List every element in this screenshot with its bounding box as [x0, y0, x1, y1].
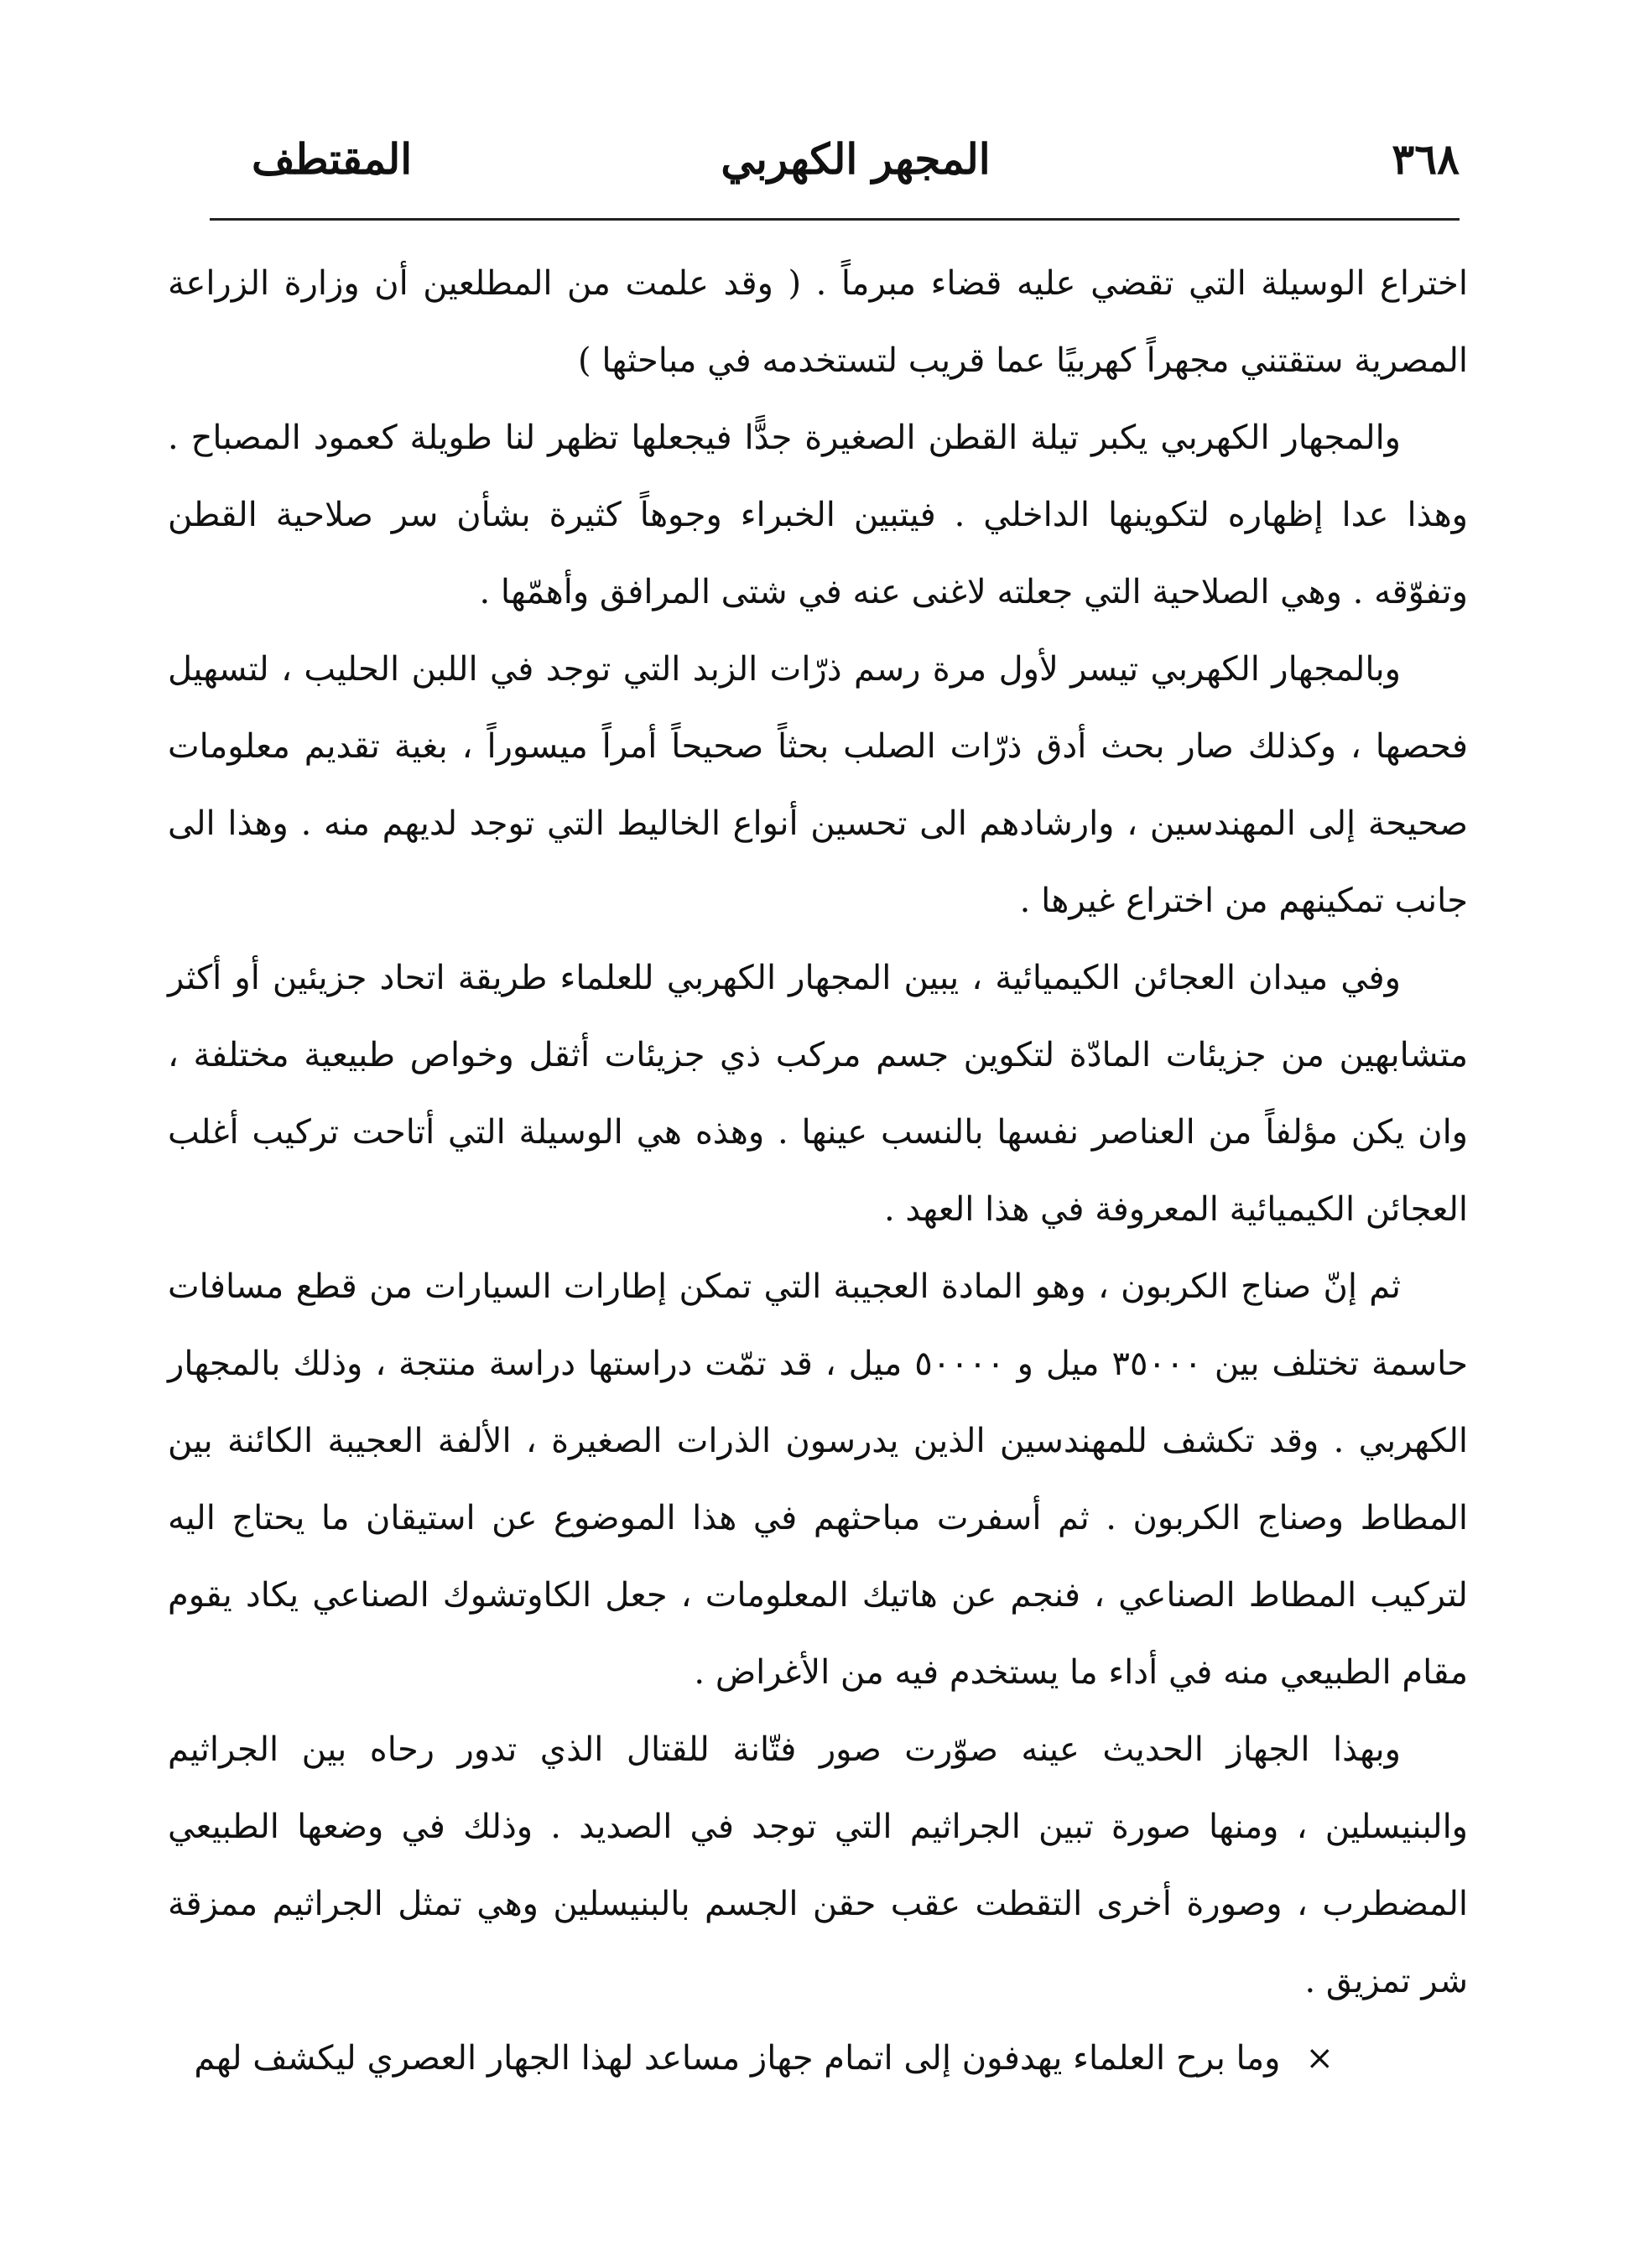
running-title: المجهر الكهربي — [721, 134, 991, 184]
article-body — [168, 245, 1468, 2097]
header-rule — [210, 218, 1460, 221]
paragraph-6: وبهذا الجهاز الحديث عينه صوّرت صور فتّانة للقتال الذي تدور رحاه بين الجراثيم والبنيسلين ، ومنها صورة تبين الجراثيم التي توجد في الصديد . وذلك في وضعها الطبيعي المضطرب ، وصورة أخرى التقطت عقب حقن الجسم بالبنيسلين وهي تمثل الجراثيم ممزقة شر تمزيق . — [168, 1730, 1468, 2000]
paragraph-5: ثم إنّ صناج الكربون ، وهو المادة العجيبة التي تمكن إطارات السيارات من قطع مسافات حاسمة تختلف بين ٣٥٠٠٠ ميل و ٥٠٠٠٠ ميل ، قد تمّت دراستها دراسة منتجة ، وذلك بالمجهار الكهربي . وقد تكشف للمهندسين الذين يدرسون الذرات الصغيرة ، الألفة العجيبة الكائنة بين المطاط وصناج الكربون . ثم أسفرت مباحثهم في هذا الموضوع عن استيقان ما يحتاج اليه لتركيب المطاط الصناعي ، فنجم عن هاتيك المعلومات ، جعل الكاوتشوك الصناعي يكاد يقوم مقام الطبيعي منه في أداء ما يستخدم فيه من الأغراض . — [168, 1267, 1469, 1692]
final-line-text: وما برح العلماء يهدفون إلى اتمام جهاز مساعد لهذا الجهار العصري ليكشف لهم — [194, 2039, 1281, 2078]
paragraph-3: وبالمجهار الكهربي تيسر لأول مرة رسم ذرّات الزبد التي توجد في اللبن الحليب ، لتسهيل فحصها ، وكذلك صار بحث أدق ذرّات الصلب بحثاً صحيحاً أمراً ميسوراً ، بغية تقديم معلومات صحيحة إلى المهندسين ، وارشادهم الى تحسين أنواع الخاليط التي توجد لديهم منه . وهذا الى جانب تمكينهم من اختراع غيرها . — [168, 650, 1468, 920]
paragraph-4: وفي ميدان العجائن الكيميائية ، يبين المجهار الكهربي للعلماء طريقة اتحاد جزيئين أو أكثر متشابهين من جزيئات المادّة لتكوين جسم مركب ذي جزيئات أثقل وخواص طبيعية مختلفة ، وان يكن مؤلفاً من العناصر نفسها بالنسب عينها . وهذه هي الوسيلة التي أتاحت تركيب أغلب العجائن الكيميائية المعروفة في هذا العهد . — [168, 959, 1468, 1229]
page-header — [252, 126, 1460, 193]
paragraph-1: اختراع الوسيلة التي تقضي عليه قضاء مبرماً . ( وقد علمت من المطلعين أن وزارة الزراعة المصرية ستقتني مجهراً كهربيًا عما قريب لتستخدمه في مباحثها ) — [168, 264, 1468, 380]
paragraph-7 — [168, 2020, 1468, 2097]
page-number: ٣٦٨ — [1392, 134, 1460, 184]
cross-mark: × — [1305, 2039, 1334, 2078]
paragraph-2: والمجهار الكهربي يكبر تيلة القطن الصغيرة جدًّا فيجعلها تظهر لنا طويلة كعمود المصباح . وهذا عدا إظهاره لتكوينها الداخلي . فيتبين الخبراء وجوهاً كثيرة بشأن سر صلاحية القطن وتفوّقه . وهي الصلاحية التي جعلته لاغنى عنه في شتى المرافق وأهمّها . — [168, 419, 1468, 611]
journal-name: المقتطف — [252, 134, 413, 184]
